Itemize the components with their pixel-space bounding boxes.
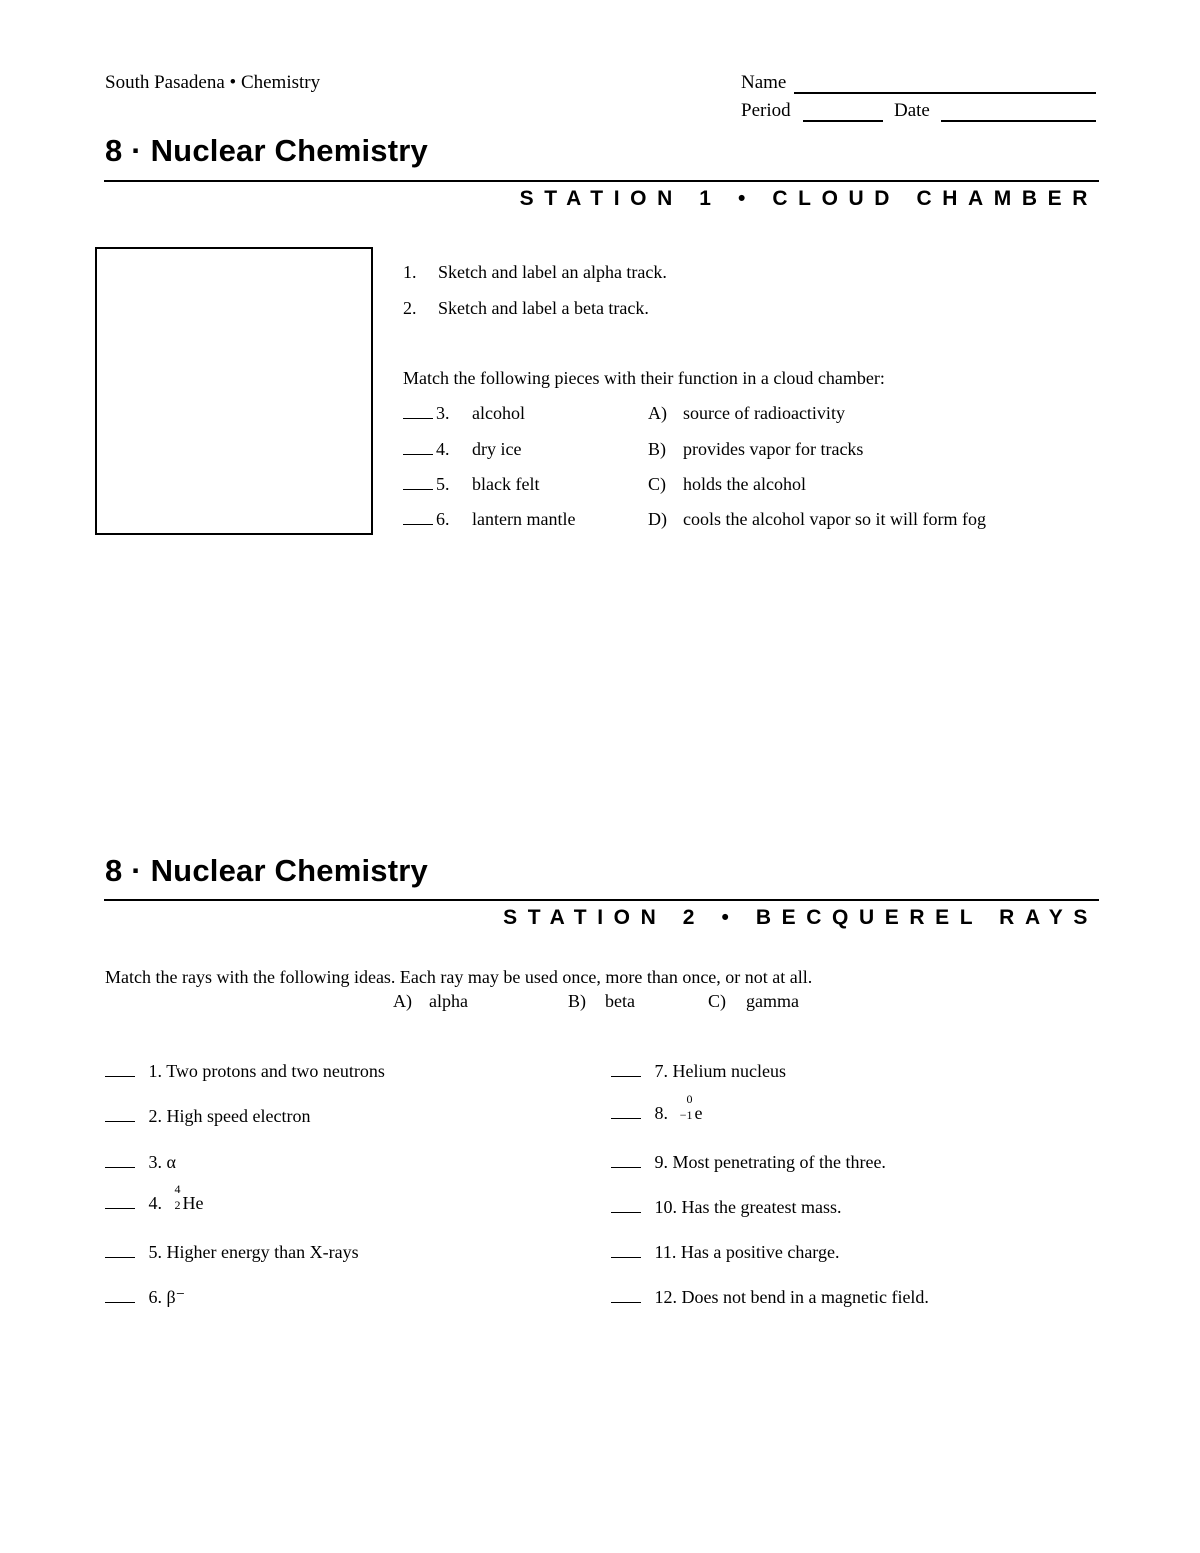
- option-letter: C): [708, 991, 726, 1011]
- ray-question: [611, 1061, 786, 1082]
- item-text: High speed electron: [166, 1106, 311, 1126]
- question-1: [403, 262, 667, 283]
- name-label: Name: [741, 72, 787, 93]
- match-row: [403, 474, 806, 495]
- answer-blank[interactable]: [611, 1288, 641, 1303]
- item-text: dry ice: [472, 439, 522, 459]
- function-letter: A): [648, 403, 667, 423]
- mass-number: 0: [686, 1092, 693, 1106]
- helium-isotope-notation: [167, 1182, 183, 1212]
- question-text: Sketch and label an alpha track.: [438, 262, 667, 282]
- section2-title: 8 · Nuclear Chemistry: [105, 853, 428, 888]
- question-number: 1.: [403, 262, 417, 282]
- answer-blank[interactable]: [403, 475, 433, 490]
- item-number: 3.: [148, 1152, 162, 1172]
- ray-option: [393, 991, 468, 1012]
- item-number: 12.: [654, 1287, 677, 1307]
- item-text: lantern mantle: [472, 509, 576, 529]
- station2-heading: STATION 2 • BECQUEREL RAYS: [503, 906, 1098, 929]
- item-text: Has the greatest mass.: [681, 1197, 842, 1217]
- item-number: 6.: [148, 1287, 162, 1307]
- name-field[interactable]: [794, 92, 1096, 94]
- ray-question: [105, 1061, 385, 1082]
- answer-blank[interactable]: [105, 1194, 135, 1209]
- answer-blank[interactable]: [611, 1153, 641, 1168]
- option-letter: B): [568, 991, 586, 1011]
- item-text: Does not bend in a magnetic field.: [681, 1287, 929, 1307]
- answer-blank[interactable]: [105, 1153, 135, 1168]
- section2-rule: [104, 899, 1099, 901]
- section1-title: 8 · Nuclear Chemistry: [105, 133, 428, 168]
- ray-question: [611, 1287, 929, 1308]
- match-intro: Match the following pieces with their function in a cloud chamber:: [403, 368, 885, 388]
- answer-blank[interactable]: [105, 1288, 135, 1303]
- answer-blank[interactable]: [403, 510, 433, 525]
- item-number: 5.: [148, 1242, 162, 1262]
- function-letter: D): [648, 509, 667, 529]
- answer-blank[interactable]: [611, 1243, 641, 1258]
- function-letter: C): [648, 474, 666, 494]
- period-field[interactable]: [803, 120, 883, 122]
- beta-minus-symbol: β⁻: [166, 1287, 186, 1307]
- ray-question: [611, 1197, 841, 1218]
- ray-option: [708, 991, 799, 1012]
- ray-question: [105, 1287, 185, 1308]
- ray-question: [611, 1092, 703, 1124]
- sketch-box[interactable]: [95, 247, 373, 535]
- answer-blank[interactable]: [611, 1062, 641, 1077]
- item-number: 3.: [436, 403, 450, 423]
- option-text: gamma: [746, 991, 799, 1011]
- item-number: 7.: [654, 1061, 668, 1081]
- question-number: 2.: [403, 298, 417, 318]
- answer-blank[interactable]: [611, 1198, 641, 1213]
- period-label: Period: [741, 100, 791, 121]
- mass-number: 4: [174, 1182, 181, 1196]
- answer-blank[interactable]: [105, 1243, 135, 1258]
- school-label: South Pasadena • Chemistry: [105, 72, 321, 93]
- item-number: 10.: [654, 1197, 677, 1217]
- item-number: 1.: [148, 1061, 162, 1081]
- item-text: black felt: [472, 474, 540, 494]
- item-text: Most penetrating of the three.: [672, 1152, 886, 1172]
- ray-question: [611, 1152, 886, 1173]
- item-text: Has a positive charge.: [680, 1242, 840, 1262]
- atomic-number: 2: [174, 1198, 181, 1212]
- answer-blank[interactable]: [105, 1062, 135, 1077]
- item-number: 9.: [654, 1152, 668, 1172]
- question-text: Sketch and label a beta track.: [438, 298, 649, 318]
- match-row: [403, 509, 986, 530]
- function-text: holds the alcohol: [683, 474, 806, 494]
- charge-number: −1: [679, 1108, 693, 1122]
- item-number: 2.: [148, 1106, 162, 1126]
- option-text: beta: [605, 991, 635, 1011]
- function-text: source of radioactivity: [683, 403, 845, 423]
- answer-blank[interactable]: [611, 1104, 641, 1119]
- ray-question: [105, 1182, 204, 1214]
- station1-heading: STATION 1 • CLOUD CHAMBER: [519, 187, 1098, 210]
- item-text: Two protons and two neutrons: [166, 1061, 385, 1081]
- answer-blank[interactable]: [403, 404, 433, 419]
- alpha-symbol: α: [166, 1152, 176, 1172]
- item-text: Helium nucleus: [672, 1061, 786, 1081]
- item-number: 4.: [436, 439, 450, 459]
- ray-intro: Match the rays with the following ideas. Each ray may be used once, more than once, or not at all.: [105, 967, 813, 987]
- ray-question: [105, 1106, 310, 1127]
- section1-rule: [104, 180, 1099, 182]
- option-text: alpha: [429, 991, 468, 1011]
- function-text: provides vapor for tracks: [683, 439, 864, 459]
- ray-question: [105, 1152, 176, 1173]
- function-text: cools the alcohol vapor so it will form fog: [683, 509, 986, 529]
- option-letter: A): [393, 991, 412, 1011]
- item-text: Higher energy than X-rays: [166, 1242, 359, 1262]
- match-row: [403, 439, 863, 460]
- item-number: 5.: [436, 474, 450, 494]
- answer-blank[interactable]: [105, 1107, 135, 1122]
- date-label: Date: [894, 100, 930, 121]
- match-row: [403, 403, 845, 424]
- item-number: 8.: [654, 1103, 668, 1123]
- question-2: [403, 298, 649, 319]
- ray-option: [568, 991, 635, 1012]
- electron-notation: [673, 1092, 695, 1122]
- date-field[interactable]: [941, 120, 1096, 122]
- item-text: alcohol: [472, 403, 525, 423]
- item-number: 6.: [436, 509, 450, 529]
- electron-symbol: e: [694, 1103, 703, 1123]
- answer-blank[interactable]: [403, 440, 433, 455]
- item-number: 11.: [654, 1242, 677, 1262]
- function-letter: B): [648, 439, 666, 459]
- element-symbol: He: [182, 1193, 204, 1213]
- ray-question: [105, 1242, 359, 1263]
- item-number: 4.: [148, 1193, 162, 1213]
- ray-question: [611, 1242, 839, 1263]
